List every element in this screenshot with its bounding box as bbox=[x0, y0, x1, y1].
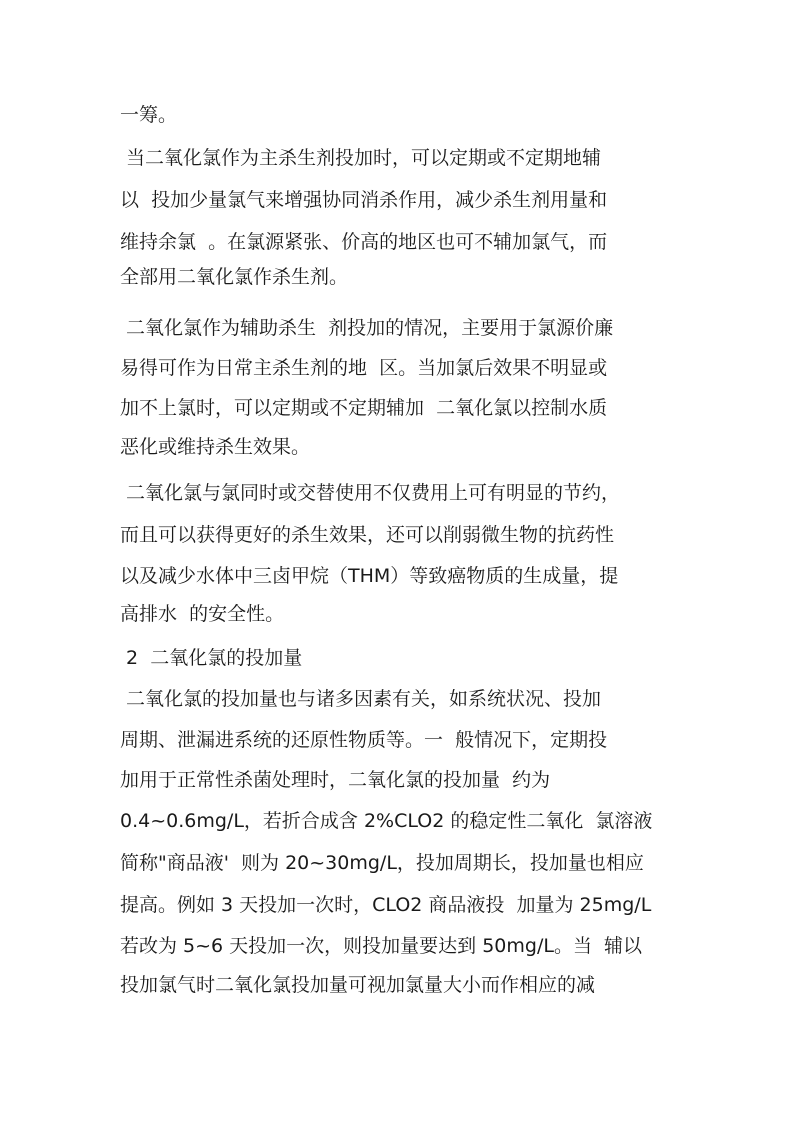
section-heading: 2 二氧化氯的投加量 bbox=[120, 647, 303, 669]
text-line: 高排水 的安全性。 bbox=[120, 603, 285, 625]
text-line: 若改为 5~6 天投加一次，则投加量要达到 50mg/L。当 辅以 bbox=[120, 935, 643, 957]
text-line: 0.4~0.6mg/L，若折合成含 2%CLO2 的稳定性二氧化 氯溶液 bbox=[120, 810, 653, 832]
text-line: 加不上氯时，可以定期或不定期辅加 二氧化氯以控制水质 bbox=[120, 397, 608, 419]
text-line: 维持余氯 。在氯源紧张、价高的地区也可不辅加氯气，而 bbox=[120, 231, 608, 253]
text-line: 而且可以获得更好的杀生效果，还可以削弱微生物的抗药性 bbox=[120, 524, 615, 546]
text-line: 全部用二氧化氯作杀生剂。 bbox=[120, 266, 349, 288]
text-line: 当二氧化氯作为主杀生剂投加时，可以定期或不定期地辅 bbox=[120, 147, 602, 169]
text-line: 提高。例如 3 天投加一次时，CLO2 商品液投 加量为 25mg/L bbox=[120, 894, 652, 916]
text-line: 二氧化氯与氯同时或交替使用不仅费用上可有明显的节约， bbox=[120, 482, 621, 504]
text-line: 恶化或维持杀生效果。 bbox=[120, 436, 311, 458]
text-line: 易得可作为日常主杀生剂的地 区。当加氯后效果不明显或 bbox=[120, 357, 608, 379]
text-line: 以 投加少量氯气来增强协同消杀作用，减少杀生剂用量和 bbox=[120, 189, 608, 211]
text-line: 简称"商品液' 则为 20~30mg/L，投加周期长，投加量也相应 bbox=[120, 852, 644, 874]
text-line: 周期、泄漏进系统的还原性物质等。一 般情况下，定期投 bbox=[120, 729, 608, 751]
text-line: 投加氯气时二氧化氯投加量可视加氯量大小而作相应的减 bbox=[120, 974, 596, 996]
text-line: 二氧化氯作为辅助杀生 剂投加的情况，主要用于氯源价廉 bbox=[120, 317, 614, 339]
text-line: 加用于正常性杀菌处理时，二氧化氯的投加量 约为 bbox=[120, 769, 551, 791]
text-line: 一筹。 bbox=[120, 104, 178, 126]
text-line: 以及减少水体中三卤甲烷（THM）等致癌物质的生成量，提 bbox=[120, 565, 619, 587]
text-line: 二氧化氯的投加量也与诸多因素有关，如系统状况、投加 bbox=[120, 688, 602, 710]
